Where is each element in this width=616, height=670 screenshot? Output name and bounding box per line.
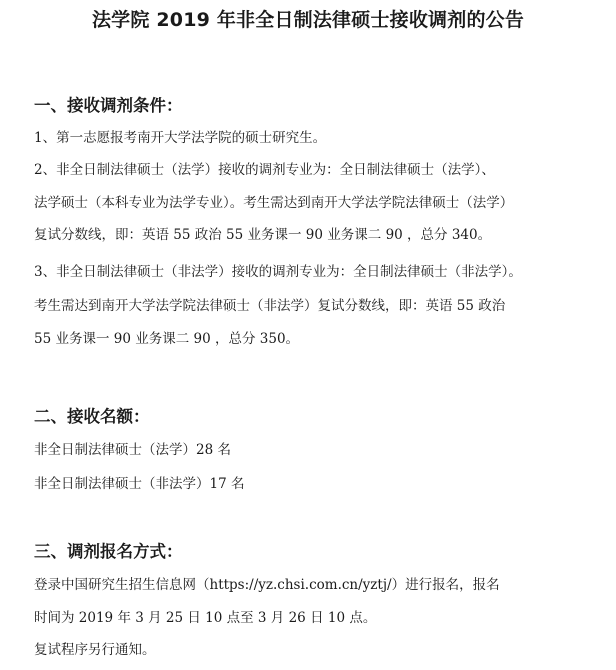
section-heading-quota: 二、接收名额： [34,407,150,426]
condition-line-3: 法学硕士（本科专业为法学专业）。考生需达到南开大学法学院法律硕士（法学） [34,195,514,211]
condition-line-6: 考生需达到南开大学法学院法律硕士（非法学）复试分数线，即：英语 55 政治 [34,298,506,314]
registration-line-3: 复试程序另行通知。 [34,642,156,658]
condition-line-4: 复试分数线，即：英语 55 政治 55 业务课一 90 业务课二 90 ，总分 340。 [34,227,492,243]
condition-line-1: 1、第一志愿报考南开大学法学院的硕士研究生。 [34,130,327,146]
quota-line-1: 非全日制法律硕士（法学）28 名 [34,442,231,458]
page-title: 法学院 2019 年非全日制法律硕士接收调剂的公告 [91,9,525,31]
condition-line-5: 3、非全日制法律硕士（非法学）接收的调剂专业为：全日制法律硕士（非法学）。 [34,264,522,280]
registration-line-2: 时间为 2019 年 3 月 25 日 10 点至 3 月 26 日 10 点。 [34,610,377,626]
section-heading-conditions: 一、接收调剂条件： [34,96,183,115]
quota-line-2: 非全日制法律硕士（非法学）17 名 [34,476,245,492]
condition-line-2: 2、非全日制法律硕士（法学）接收的调剂专业为：全日制法律硕士（法学）、 [34,162,495,178]
section-heading-registration: 三、调剂报名方式： [34,542,183,561]
registration-line-1: 登录中国研究生招生信息网（https://yz.chsi.com.cn/yztj/）进行报名，报名 [34,577,500,593]
condition-line-7: 55 业务课一 90 业务课二 90 ，总分 350。 [34,331,300,347]
